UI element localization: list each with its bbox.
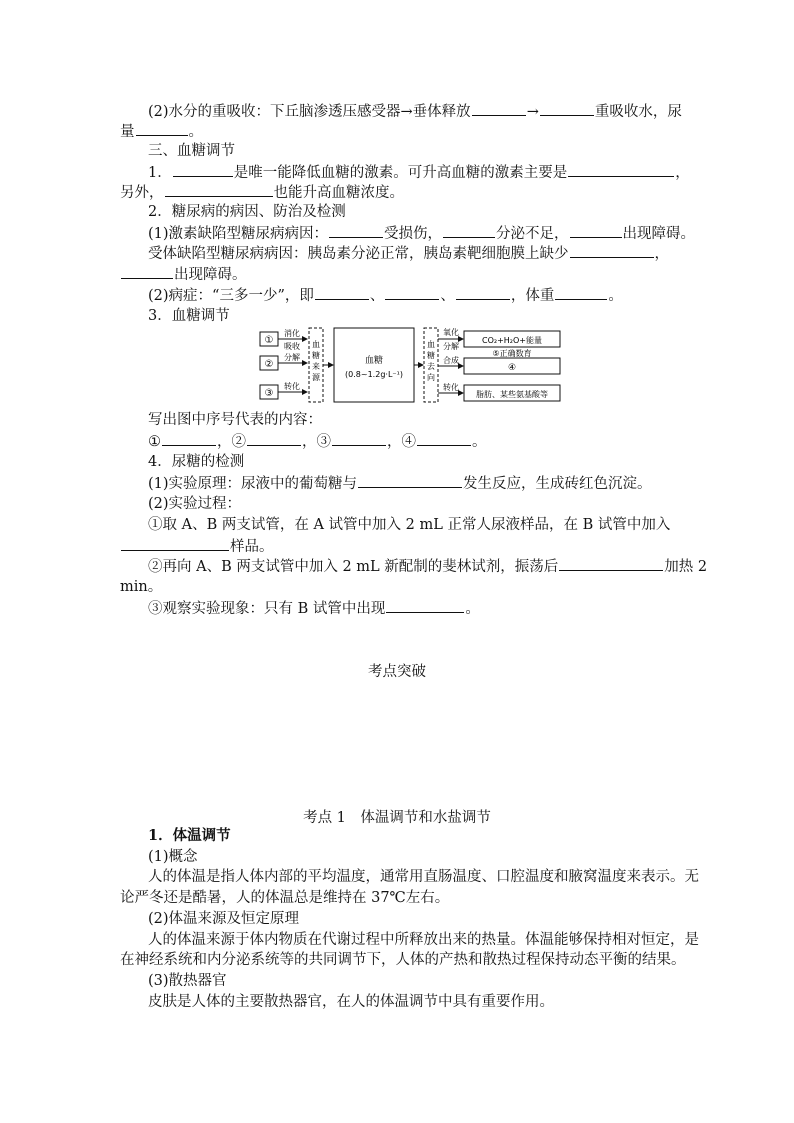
label-convert-2: 转化 <box>443 383 459 392</box>
heading-urine-test: 4．尿糖的检测 <box>148 454 245 470</box>
section-title: 考点突破 <box>368 664 426 680</box>
line-symptoms: (2)病症：“三多一少”，即 、 、 ，体重 。 <box>148 285 623 306</box>
fill-blank[interactable] <box>456 285 510 300</box>
line-heat-organ: (3)散热器官 <box>148 973 227 989</box>
line-receptor-deficiency-cont: 出现障碍。 <box>120 264 247 285</box>
line-hormone-deficiency: (1)激素缺陷型糖尿病病因： 受损伤， 分泌不足， 出现障碍。 <box>148 223 695 244</box>
line-step1-cont: 样品。 <box>120 536 274 557</box>
line-principle: (1)实验原理：尿液中的葡萄糖与 发生反应，生成砖红色沉淀。 <box>148 473 652 494</box>
fill-blank[interactable] <box>358 473 462 488</box>
fill-blank[interactable] <box>559 556 663 571</box>
line-water-reabsorption: (2)水分的重吸收：下丘脑渗透压感受器→垂体释放 → 重吸收水，尿 <box>148 101 682 122</box>
fill-blank[interactable] <box>568 162 674 177</box>
fill-blank[interactable] <box>570 243 654 258</box>
svg-text:来: 来 <box>312 362 320 371</box>
paragraph-line: 皮肤是人体的主要散热器官，在人的体温调节中具有重要作用。 <box>148 994 554 1010</box>
fill-blank[interactable] <box>121 536 229 551</box>
svg-text:血: 血 <box>312 340 320 349</box>
fill-blank[interactable] <box>162 431 216 446</box>
line-urine-volume: 量 。 <box>120 121 203 142</box>
line-step2: ②再向 A、B 两支试管中加入 2 mL 新配制的斐林试剂，振荡后 加热 2 <box>148 556 707 577</box>
heading-diabetes: 2．糖尿病的病因、防治及检测 <box>148 204 346 220</box>
line-answers: ① ，② ，③ ，④ 。 <box>148 431 487 452</box>
paragraph-line: 论严冬还是酷暑，人的体温总是维持在 37℃左右。 <box>120 890 450 906</box>
num-3: ③ <box>264 388 274 399</box>
line-step2-cont: min。 <box>120 579 163 595</box>
line-receptor-deficiency: 受体缺陷型糖尿病病因：胰岛素分泌正常，胰岛素靶细胞膜上缺少 ， <box>148 243 669 264</box>
svg-text:去: 去 <box>427 362 435 371</box>
svg-text:CO₂+H₂O+能量: CO₂+H₂O+能量 <box>481 336 543 345</box>
fill-blank[interactable] <box>173 162 233 177</box>
label-convert: 转化 <box>284 382 300 391</box>
line-procedure: (2)实验过程： <box>148 496 242 512</box>
label-decompose-2: 分解 <box>443 342 459 351</box>
heading-regulation: 3．血糖调节 <box>148 308 230 324</box>
svg-text:源: 源 <box>312 373 320 382</box>
heading-blood-sugar: 三、血糖调节 <box>148 143 235 159</box>
label-absorb: 吸收 <box>284 342 300 351</box>
center-title: 血糖 <box>364 356 384 366</box>
label-synthesize: 合成 <box>443 356 459 365</box>
heading-body-temp: 1．体温调节 <box>148 827 231 844</box>
source-num-boxes <box>260 332 278 399</box>
line-insulin: 1． 是唯一能降低血糖的激素。可升高血糖的激素主要是 ， <box>148 162 690 183</box>
fill-blank[interactable] <box>385 285 439 300</box>
svg-text:糖: 糖 <box>427 351 435 360</box>
center-range: (0.8~1.2g·L⁻¹) <box>345 370 403 379</box>
paragraph-line: 在神经系统和内分泌系统等的共同调节下，人体的产热和散热过程保持动态平衡的结果。 <box>120 952 686 968</box>
fill-blank[interactable] <box>570 223 622 238</box>
label-oxidize: 氧化 <box>443 328 459 337</box>
svg-text:糖: 糖 <box>312 351 320 360</box>
svg-text:向: 向 <box>427 373 435 382</box>
paragraph-line: 人的体温来源于体内物质在代谢过程中所释放出来的热量。体温能够保持相对恒定，是 <box>148 932 699 948</box>
line-write-items: 写出图中序号代表的内容： <box>148 412 322 428</box>
fill-blank[interactable] <box>386 598 464 613</box>
line-step3: ③观察实验现象：只有 B 试管中出现 。 <box>148 598 480 619</box>
topic-title: 考点 1 体温调节和水盐调节 <box>303 810 491 826</box>
fill-blank[interactable] <box>443 223 495 238</box>
line-concept: (1)概念 <box>148 849 198 865</box>
num-1: ① <box>264 335 274 346</box>
line-step1: ①取 A、B 两支试管，在 A 试管中加入 2 mL 正常人尿液样品，在 B 试管中加入 <box>148 517 671 533</box>
fill-blank[interactable] <box>247 431 301 446</box>
line-other-hormone: 另外， 也能升高血糖浓度。 <box>120 182 404 203</box>
fill-blank[interactable] <box>121 264 173 279</box>
blood-sugar-diagram <box>255 325 565 405</box>
svg-text:④: ④ <box>507 363 517 373</box>
fill-blank[interactable] <box>136 121 188 136</box>
line-source-principle: (2)体温来源及恒定原理 <box>148 911 300 927</box>
svg-text:脂肪、某些氨基酸等: 脂肪、某些氨基酸等 <box>476 390 548 399</box>
fill-blank[interactable] <box>540 101 594 116</box>
label-digest: 消化 <box>284 329 300 338</box>
fill-blank[interactable] <box>329 223 383 238</box>
paragraph-line: 人的体温是指人体内部的平均温度，通常用直肠温度、口腔温度和腋窝温度来表示。无 <box>148 869 699 885</box>
num-2: ② <box>264 359 274 370</box>
fill-blank[interactable] <box>472 101 526 116</box>
fill-blank[interactable] <box>165 182 273 197</box>
label-decompose: 分解 <box>284 353 300 362</box>
overlap-text: ⑤正确数育 <box>492 349 532 358</box>
fill-blank[interactable] <box>555 285 607 300</box>
fill-blank[interactable] <box>332 431 386 446</box>
fill-blank[interactable] <box>315 285 369 300</box>
fill-blank[interactable] <box>417 431 471 446</box>
svg-text:血: 血 <box>427 340 435 349</box>
